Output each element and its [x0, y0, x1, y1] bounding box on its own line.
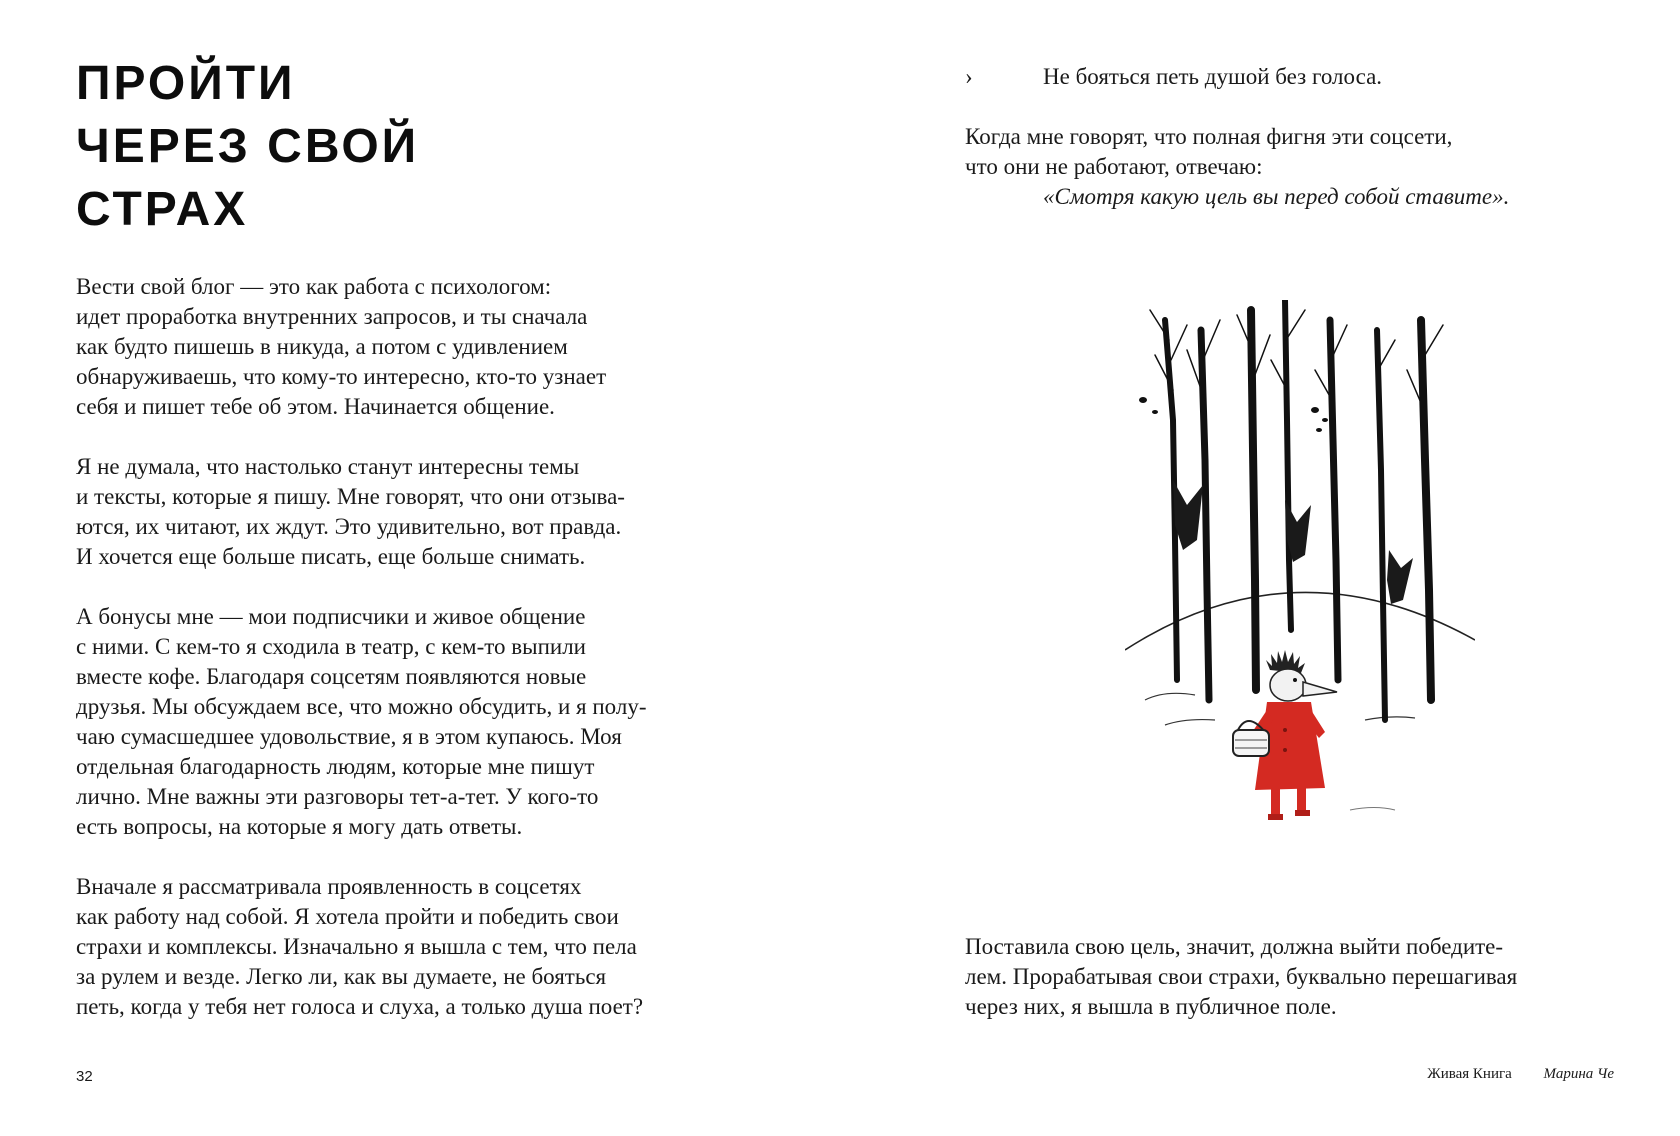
- forest-wolves-hedgehog-illustration-icon: [1125, 300, 1475, 850]
- text-line: есть вопросы, на которые я могу дать ответы.: [76, 814, 523, 839]
- title-line: ЧЕРЕЗ СВОЙ: [76, 120, 420, 173]
- page-number: 32: [76, 1068, 93, 1085]
- text-line: Поставила свою цель, значит, должна выйти победите-: [965, 934, 1504, 959]
- text-line: И хочется еще больше писать, еще больше снимать.: [76, 544, 586, 569]
- author-name: Марина Че: [1543, 1066, 1614, 1082]
- text-line: вместе кофе. Благодаря соцсетям появляются новые: [76, 664, 587, 689]
- chapter-title: [76, 52, 419, 241]
- publisher-name: Живая Книга: [1427, 1066, 1512, 1082]
- text-line: через них, я вышла в публичное поле.: [965, 994, 1337, 1019]
- paragraph-bonuses: [76, 602, 736, 842]
- right-top-text: [965, 62, 1625, 212]
- quote-block: [965, 122, 1625, 212]
- quote-text: «Смотря какую цель вы перед собой ставите».: [1043, 184, 1510, 209]
- paragraph-beginning: [76, 872, 736, 1022]
- title-line: ПРОЙТИ: [76, 57, 296, 110]
- right-closing-text: [965, 932, 1645, 1022]
- running-footer: [1427, 1066, 1614, 1083]
- paragraph-blog: [76, 272, 736, 422]
- bullet-item: [965, 62, 1625, 92]
- text-line: лем. Прорабатывая свои страхи, буквально перешагивая: [965, 964, 1518, 989]
- text-line: Вначале я рассматривала проявленность в соцсетях: [76, 874, 582, 899]
- text-line: что они не работают, отвечаю:: [965, 154, 1263, 179]
- text-line: А бонусы мне — мои подписчики и живое общение: [76, 604, 586, 629]
- text-line: ются, их читают, их ждут. Это удивительно, вот правда.: [76, 514, 622, 539]
- text-line: Вести свой блог — это как работа с психологом:: [76, 274, 552, 299]
- text-line: как будто пишешь в никуда, а потом с удивлением: [76, 334, 568, 359]
- text-line: обнаруживаешь, что кому-то интересно, кто-то узнает: [76, 364, 607, 389]
- text-line: страхи и комплексы. Изначально я вышла с тем, что пела: [76, 934, 637, 959]
- text-line: петь, когда у тебя нет голоса и слуха, а только душа поет?: [76, 994, 644, 1019]
- text-line: себя и пишет тебе об этом. Начинается общение.: [76, 394, 555, 419]
- text-line: друзья. Мы обсуждаем все, что можно обсудить, и я полу-: [76, 694, 647, 719]
- text-line: и тексты, которые я пишу. Мне говорят, что они отзыва-: [76, 484, 625, 509]
- text-line: лично. Мне важны эти разговоры тет-а-тет. У кого-то: [76, 784, 599, 809]
- text-line: чаю сумасшедшее удовольствие, я в этом купаюсь. Моя: [76, 724, 622, 749]
- bullet-chevron-icon: ›: [965, 64, 973, 89]
- left-column: [76, 272, 736, 1052]
- text-line: за рулем и везде. Легко ли, как вы думаете, не бояться: [76, 964, 607, 989]
- text-line: отдельная благодарность людям, которые мне пишут: [76, 754, 595, 779]
- text-line: идет проработка внутренних запросов, и ты сначала: [76, 304, 588, 329]
- paragraph-topics: [76, 452, 736, 572]
- text-line: как работу над собой. Я хотела пройти и победить свои: [76, 904, 619, 929]
- bullet-text: Не бояться петь душой без голоса.: [1043, 64, 1383, 89]
- title-line: СТРАХ: [76, 183, 249, 236]
- text-line: Я не думала, что настолько станут интересны темы: [76, 454, 580, 479]
- text-line: Когда мне говорят, что полная фигня эти соцсети,: [965, 124, 1453, 149]
- text-line: с ними. С кем-то я сходила в театр, с кем-то выпили: [76, 634, 586, 659]
